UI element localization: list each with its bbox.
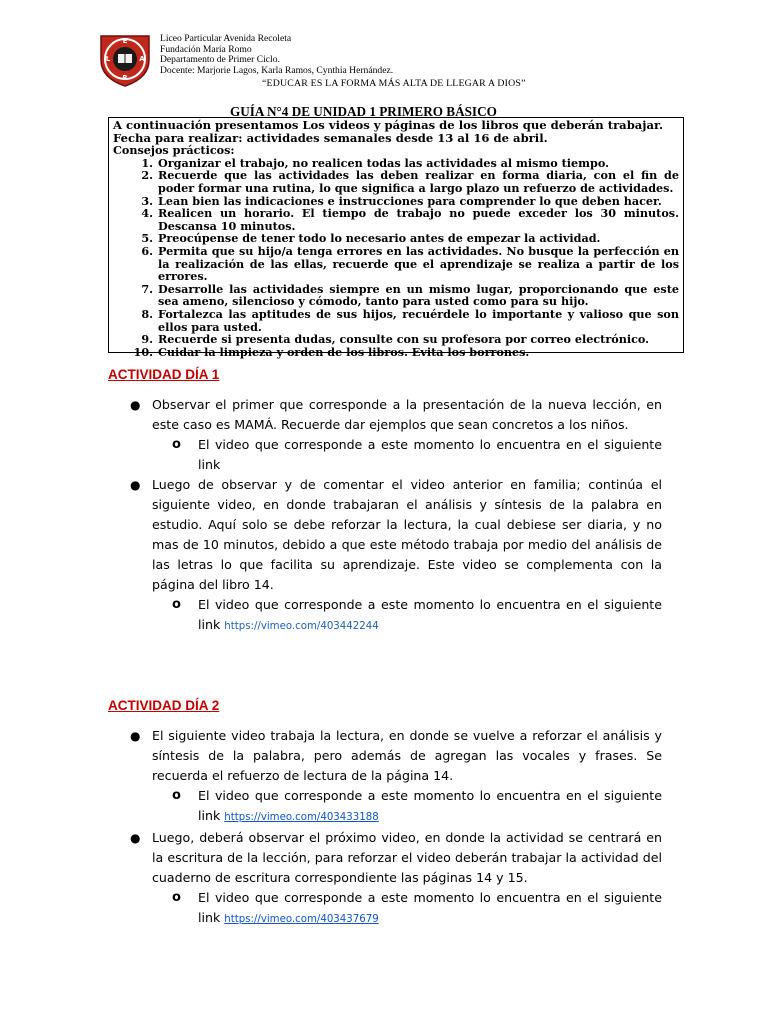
bullet-icon: ● (130, 478, 141, 492)
tip-item: 8. Fortalezca las aptitudes de sus hijos, recuérdele lo importante y valioso que son ellos para usted. (141, 306, 679, 334)
school-crest-logo (96, 30, 154, 88)
tip-item: 1. Organizar el trabajo, no realicen todas las actividades al mismo tiempo. (141, 155, 609, 170)
department-name: Departamento de Primer Ciclo. (160, 54, 280, 66)
guide-dates: Fecha para realizar: actividades semanales desde 13 al 16 de abril. (113, 130, 548, 145)
tips-label: Consejos prácticos: (113, 143, 235, 158)
crest-letter: A (139, 55, 145, 63)
tip-item: 10. Cuidar la limpieza y orden de los libros. Evita los borrones. (133, 344, 530, 359)
guide-intro: A continuación presentamos Los videos y páginas de los libros que deberán trabajar. (113, 118, 664, 132)
video-link-403433188[interactable]: https://vimeo.com/403433188 (224, 812, 379, 823)
bullet-icon: ● (130, 831, 141, 845)
tip-item: 7. Desarrolle las actividades siempre en un mismo lugar, proporcionando que este sea ameno, silencioso y cómodo, tanto para usted como para su hijo. (141, 281, 679, 309)
activity-day-2-heading: ACTIVIDAD DÍA 2 (108, 698, 220, 713)
sub-list-item: o El video que corresponde a este momento lo encuentra en el siguiente link (172, 437, 662, 472)
tip-item: 4. Realicen un horario. El tiempo de trabajo no puede exceder los 30 minutos. Descansa 10 minutos. (141, 206, 679, 233)
activity-day-1-heading: ACTIVIDAD DÍA 1 (108, 367, 220, 382)
school-info (160, 34, 393, 76)
guide-title: GUÍA N°4 DE UNIDAD 1 PRIMERO BÁSICO (230, 104, 497, 119)
tips-list (113, 157, 679, 359)
tip-item: 3. Lean bien las indicaciones e instrucciones para comprender lo que deben hacer. (141, 193, 662, 208)
video-link-403437679[interactable]: https://vimeo.com/403437679 (224, 914, 379, 925)
teachers-line: Docente: Marjorie Lagos, Karla Ramos, Cynthia Hernández. (160, 64, 394, 76)
bullet-icon: ● (130, 729, 141, 743)
school-name: Liceo Particular Avenida Recoleta (160, 33, 292, 44)
activity-day-2-content (130, 726, 662, 930)
list-item: ● Luego, deberá observar el próximo video, en donde la actividad se centrará en la escritura de la lección, para reforzar el video deberán trabajar la actividad del cuaderno de escritura correspondiente las páginas 14 y 15. (130, 830, 662, 885)
tip-item: 2. Recuerde que las actividades las deben realizar en forma diaria, con el fin de poder formar una rutina, lo que significa a largo plazo un refuerzo de actividades. (141, 168, 679, 195)
sub-list-item: o El video que corresponde a este momento lo encuentra en el siguiente link https://vimeo.com/403442244 (172, 597, 662, 632)
tip-item: 9. Recuerde si presenta dudas, consulte con su profesora por correo electrónico. (141, 332, 650, 347)
crest-letter: L (105, 55, 111, 63)
crest-letter: E (122, 37, 128, 45)
list-item: ● Observar el primer que corresponde a la presentación de la nueva lección, en este caso es MAMÁ. Recuerde dar ejemplos que sean concretos a los niños. (130, 397, 662, 432)
circle-bullet-icon: o (172, 788, 181, 803)
crest-letter: R (122, 74, 128, 82)
foundation-name: Fundación María Romo (160, 43, 252, 55)
list-item: ● Luego de observar y de comentar el video anterior en familia; continúa el siguiente video, en donde trabajaran el análisis y síntesis de la palabra en estudio. Aquí solo se debe reforzar la lectura, la cual debiese ser diaria, y no mas de 10 minutos, debido a que este método trabaja por medio del análisis de las letras lo que facilita su aprendizaje. Este video se complementa con la página del libro 14. (130, 477, 662, 592)
circle-bullet-icon: o (172, 890, 181, 905)
list-item: ● El siguiente video trabaja la lectura, en donde se vuelve a reforzar el análisis y síntesis de la palabra, pero además de agregan las vocales y frases. Se recuerda el refuerzo de lectura de la página 14. (130, 728, 662, 783)
bullet-icon: ● (130, 398, 141, 412)
guide-instructions-box (108, 117, 684, 359)
video-link-403442244[interactable]: https://vimeo.com/403442244 (224, 621, 379, 632)
circle-bullet-icon: o (172, 597, 181, 612)
sub-list-item: o El video que corresponde a este momento lo encuentra en el siguiente link https://vimeo.com/403433188 (172, 788, 662, 823)
sub-list-item: o El video que corresponde a este momento lo encuentra en el siguiente link https://vimeo.com/403437679 (172, 890, 662, 925)
tip-item: 5. Preocúpense de tener todo lo necesario antes de empezar la actividad. (141, 231, 601, 246)
circle-bullet-icon: o (172, 437, 181, 452)
school-motto: “EDUCAR ES LA FORMA MÁS ALTA DE LLEGAR A DIOS” (262, 78, 526, 89)
tip-item: 6. Permita que su hijo/a tenga errores en las actividades. No busque la perfección en la realización de las ellas, recuerde que el aprendizaje se realiza a partir de los errores. (141, 243, 679, 284)
activity-day-1-content (130, 395, 662, 637)
